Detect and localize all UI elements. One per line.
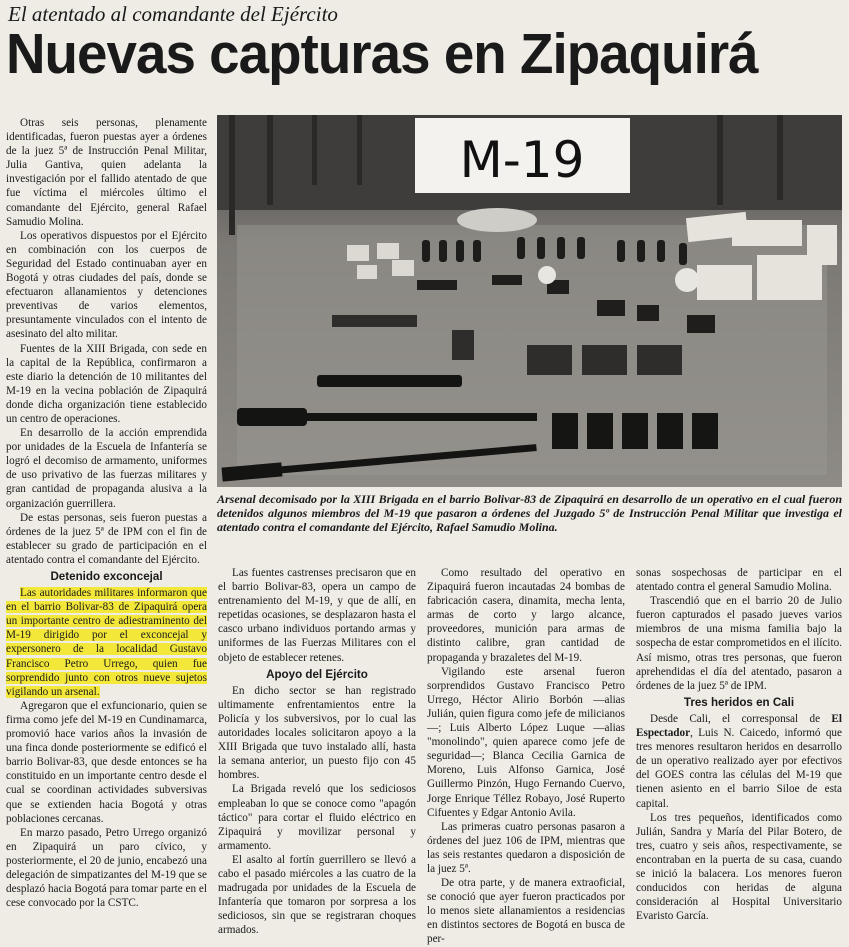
article-column-1	[6, 116, 207, 910]
subhead: Apoyo del Ejército	[266, 667, 368, 681]
paragraph: La Brigada reveló que los sediciosos empleaban lo que se conoce como "apagón táctico" para cortar el fluido eléctrico en Zipaquirá y movilizar personal y armamento.	[218, 783, 416, 852]
paragraph: El asalto al fortín guerrillero se llevó a cabo el pasado miércoles a las cuatro de la madrugada por unidades de la Escuela de Infantería que tomaron por sorpresa a los sediciosos, sin que se registraran choques armados.	[218, 853, 416, 937]
photo-caption: Arsenal decomisado por la XIII Brigada en el barrio Bolivar-83 de Zipaquirá en desarrollo de un operativo en el cual fueron detenidos algunos miembros del M-19 que pasaron a órdenes del Juzgado 5º de Instrucción Penal Militar que investiga el atentado contra el comandante del Ejército, Rafael Samudio Molina.	[217, 492, 842, 535]
arsenal-photo	[217, 115, 842, 487]
paragraph: Los tres pequeños, identificados como Julián, Sandra y María del Pilar Botero, de tres, cuatro y seis años, respectivamente, se encontraban en la puerta de su casa, cuando se inició la balacera. Los menores fueron conducidos con heridas de alguna consideración al Hospital Universitario Evaristo García.	[636, 811, 842, 923]
paragraph: En dicho sector se han registrado ultimamente enfrentamientos entre la Policía y los subversivos, por lo cual las autoridades locales solicitaron apoyo a la XIII Brigada que tuvo instalado allí, hasta la semana anterior, un puesto fijo con 45 hombres.	[218, 684, 416, 782]
paragraph: Otras seis personas, plenamente identificadas, fueron puestas ayer a órdenes de la juez 5ª de Instrucción Penal Militar, Julia Gantiva, quien adelanta la investigación por el fallido atentado de que fue víctima el miércoles último el comandante del Ejército, general Rafael Samudio Molina.	[6, 117, 207, 228]
text-run: Desde Cali, el corresponsal de	[650, 712, 832, 725]
subhead: Detenido exconcejal	[50, 570, 163, 583]
paragraph: Agregaron que el exfuncionario, quien se firma como jefe del M-19 en Cundinamarca, promovió hace varios años la invasión de una finca donde posteriormente se edificó el barrio Bolivar-83, que desde entonces se ha constituido en un importante centro desde el cual se coordinan actividades subversivas que se extienden hacia Bogotá y otras poblaciones cercanas.	[6, 699, 207, 825]
paragraph: Las primeras cuatro personas pasaron a órdenes del juez 106 de IPM, mientras que las seis restantes quedaron a disposición de la juez 5ª.	[427, 820, 625, 875]
highlighted-paragraph	[6, 586, 207, 699]
paragraph: Fuentes de la XIII Brigada, con sede en la capital de la República, confirmaron a este diario la detención de 10 militantes del M-19 en la vecina población de Zipaquirá donde dicha organización tiene establecido un centro de operaciones.	[6, 342, 207, 425]
highlight: Las autoridades militares informaron que en el barrio Bolivar-83 de Zipaquirá opera un importante centro de adiestraminento del M-19 dirigido por el exconcejal y expersonero de la localidad Gustavo Francisco Petro Urrego, quien fue sorprendido junto con otros nueve sujetos vigilando un arsenal.	[6, 587, 207, 698]
kicker: El atentado al comandante del Ejército	[8, 2, 338, 26]
paragraph: Los operativos dispuestos por el Ejército en combinación con los cuerpos de Seguridad del Estado continuaban ayer en Bogotá y otras ciudades del país, donde se efectuaron allanamientos y detenciones preventivas de varios elementos, presuntamente vinculados con el intento de asesinato del alto militar.	[6, 229, 207, 341]
paragraph: Como resultado del operativo en Zipaquirá fueron incautadas 24 bombas de fabricación casera, dinamita, mecha lenta, armas de corto y largo alcance, proveedores, munición para armas de distinto calibre, gran cantidad de propaganda y brazaletes del M-19.	[427, 567, 625, 664]
paragraph: En desarrollo de la acción emprendida por unidades de la Escuela de Infantería se logró el decomiso de armamento, uniformes de uso privativo de las fuerzas militares y gran cantidad de propaganda alusiva a la organización guerrillera.	[6, 427, 207, 510]
paragraph: De estas personas, seis fueron puestas a órdenes de la juez 5ª de IPM con el fin de establecer su grado de participación en el atentado contra el comandante del Ejército.	[6, 511, 207, 566]
paragraph: Trascendió que en el barrio 20 de Julio fueron capturados el pasado jueves varios miembros de una misma familia bajo la sospecha de estar comprometidos en el ilícito. Así mismo, otras tres personas, que fueron aprehendidas el día del atentado, pasaron a órdenes de la juez 5ª de IPM.	[636, 595, 842, 692]
paragraph: En marzo pasado, Petro Urrego organizó en Zipaquirá un paro cívico, y posteriormente, el 20 de junio, encabezó una delegación de simpatizantes del M-19 que se desplazó hacia Bogotá para tomar parte en el cese convocado por la CSTC.	[6, 826, 207, 910]
subhead: Tres heridos en Cali	[683, 695, 795, 709]
article-column-2	[218, 566, 416, 937]
headline: Nuevas capturas en Zipaquirá	[6, 22, 758, 86]
article-column-3	[427, 566, 625, 947]
paragraph: De otra parte, y de manera extraoficial, se conoció que ayer fueron practicados por lo menos siete allanamientos a residencias en distintos sectores de Bogotá en busca de per-	[427, 877, 625, 946]
newspaper-name: El Espectador	[636, 712, 842, 740]
paragraph	[636, 712, 842, 811]
m19-sign-text: M-19	[459, 131, 585, 189]
article-column-4	[636, 566, 842, 923]
text-run: , Luis N. Caicedo, informó que tres menores resultaron heridos en desarrollo de un operativo realizado ayer por efectivos del GOES contra las células del M-19 que tienen asiento en el barrio Siloe de esta capital.	[636, 727, 842, 810]
paragraph: Las fuentes castrenses precisaron que en el barrio Bolivar-83, opera un campo de entrenamiento del M-19, y que de allí, en repetidas ocasiones, se desplazaron hasta el casco urbano individuos portando armas y uniformes de las Fuerzas Militares con el objeto de establecer retenes.	[218, 567, 416, 664]
paragraph: sonas sospechosas de participar en el atentado contra el general Samudio Molina.	[636, 567, 842, 594]
paragraph: Vigilando este arsenal fueron sorprendidos Gustavo Francisco Petro Urrego, Héctor Alirio Borbón —alias Julián, quien figura como jefe de milicianos—; Luis Alberto López Luque —alias "monolindo", quien aparece como jefe de seguridad—; Blanca Cecilia Garnica de Moreno, Luis Alfonso Garnica, José Guillermo Pinzón, Hugo Fernando Cuervo, Jorge Enrique Téllez Robayo, José Ruperto Cifuentes y Edgar Antonio Avila.	[427, 665, 625, 819]
